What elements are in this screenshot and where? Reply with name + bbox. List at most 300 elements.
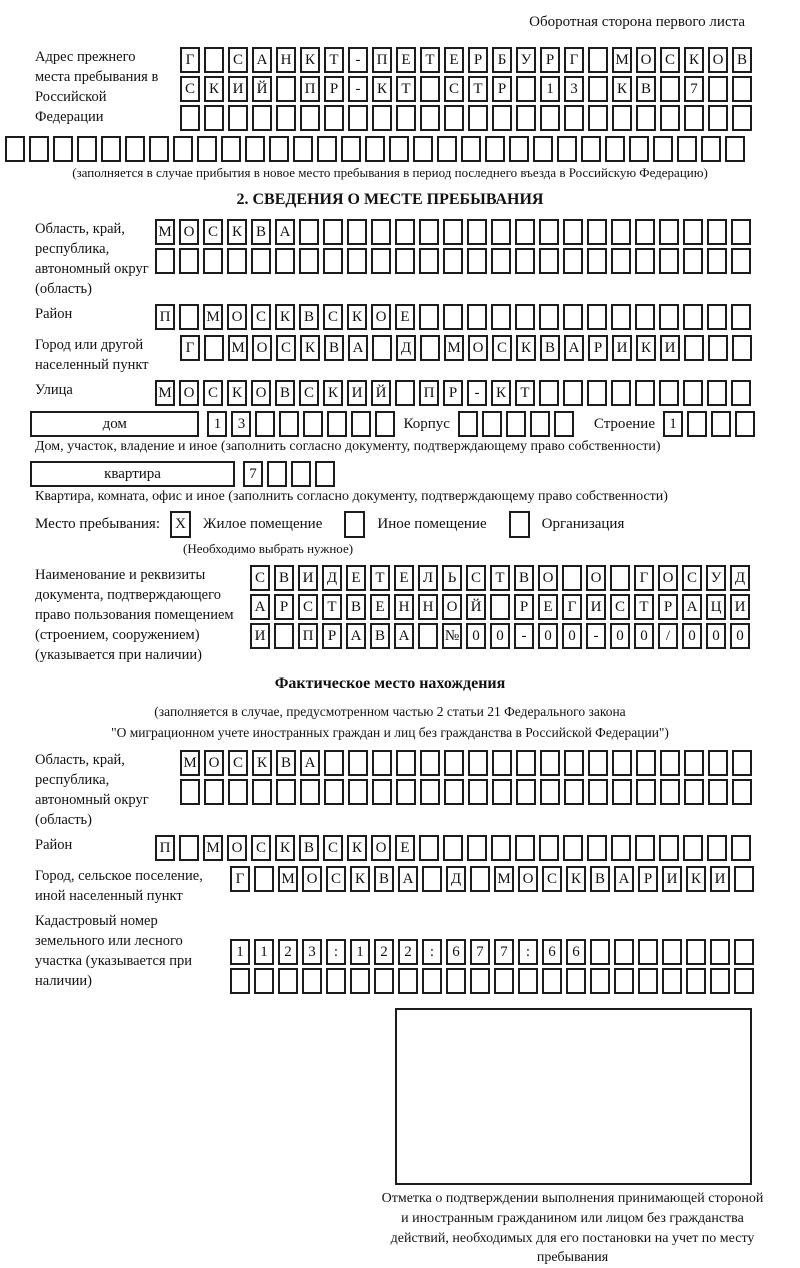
char-cell[interactable] — [251, 248, 271, 274]
char-cell[interactable] — [590, 968, 610, 994]
char-cell[interactable]: И — [612, 335, 632, 361]
char-cell[interactable]: Е — [394, 565, 414, 591]
char-cell[interactable]: Г — [230, 866, 250, 892]
char-cell[interactable] — [413, 136, 433, 162]
char-cell[interactable] — [732, 750, 752, 776]
char-cell[interactable] — [299, 248, 319, 274]
char-cell[interactable] — [395, 380, 415, 406]
char-cell[interactable]: - — [467, 380, 487, 406]
char-cell[interactable]: Ь — [442, 565, 462, 591]
char-cell[interactable]: Д — [322, 565, 342, 591]
char-cell[interactable] — [564, 105, 584, 131]
char-cell[interactable] — [516, 750, 536, 776]
char-cell[interactable] — [323, 248, 343, 274]
char-cell[interactable] — [443, 248, 463, 274]
char-cell[interactable] — [564, 750, 584, 776]
char-cell[interactable]: К — [684, 47, 704, 73]
char-cell[interactable]: 3 — [231, 411, 251, 437]
char-cell[interactable]: Т — [322, 594, 342, 620]
char-cell[interactable] — [179, 248, 199, 274]
char-cell[interactable]: М — [155, 219, 175, 245]
char-cell[interactable] — [734, 939, 754, 965]
char-cell[interactable]: Б — [492, 47, 512, 73]
char-cell[interactable]: О — [708, 47, 728, 73]
char-cell[interactable] — [731, 248, 751, 274]
char-cell[interactable] — [683, 248, 703, 274]
char-cell[interactable] — [204, 335, 224, 361]
char-cell[interactable] — [662, 968, 682, 994]
char-cell[interactable] — [443, 304, 463, 330]
char-cell[interactable]: В — [374, 866, 394, 892]
char-cell[interactable]: К — [227, 380, 247, 406]
char-cell[interactable]: Т — [490, 565, 510, 591]
char-cell[interactable] — [482, 411, 502, 437]
char-cell[interactable]: К — [516, 335, 536, 361]
char-cell[interactable] — [611, 835, 631, 861]
char-cell[interactable] — [563, 380, 583, 406]
char-cell[interactable] — [707, 304, 727, 330]
char-cell[interactable] — [269, 136, 289, 162]
char-cell[interactable] — [252, 779, 272, 805]
char-cell[interactable] — [638, 939, 658, 965]
char-cell[interactable] — [372, 750, 392, 776]
char-cell[interactable] — [491, 219, 511, 245]
char-cell[interactable] — [659, 219, 679, 245]
char-cell[interactable] — [155, 248, 175, 274]
char-cell[interactable] — [564, 779, 584, 805]
char-cell[interactable]: К — [612, 76, 632, 102]
char-cell[interactable] — [444, 750, 464, 776]
char-cell[interactable] — [443, 835, 463, 861]
char-cell[interactable] — [299, 219, 319, 245]
char-cell[interactable] — [491, 304, 511, 330]
char-cell[interactable] — [29, 136, 49, 162]
char-cell[interactable] — [638, 968, 658, 994]
char-cell[interactable]: К — [347, 304, 367, 330]
char-cell[interactable]: Т — [634, 594, 654, 620]
char-cell[interactable]: С — [444, 76, 464, 102]
char-cell[interactable]: 1 — [230, 939, 250, 965]
char-cell[interactable]: Т — [370, 565, 390, 591]
char-cell[interactable] — [254, 866, 274, 892]
char-cell[interactable]: О — [251, 380, 271, 406]
char-cell[interactable] — [420, 750, 440, 776]
char-cell[interactable]: Р — [514, 594, 534, 620]
char-cell[interactable] — [707, 380, 727, 406]
char-cell[interactable]: М — [180, 750, 200, 776]
char-cell[interactable] — [395, 219, 415, 245]
char-cell[interactable] — [683, 380, 703, 406]
char-cell[interactable]: Р — [492, 76, 512, 102]
char-cell[interactable] — [683, 835, 703, 861]
char-cell[interactable] — [230, 968, 250, 994]
char-cell[interactable] — [590, 939, 610, 965]
char-cell[interactable]: 0 — [730, 623, 750, 649]
char-cell[interactable] — [350, 968, 370, 994]
char-cell[interactable]: К — [372, 76, 392, 102]
char-cell[interactable] — [422, 866, 442, 892]
char-cell[interactable] — [588, 750, 608, 776]
char-cell[interactable] — [149, 136, 169, 162]
char-cell[interactable]: О — [302, 866, 322, 892]
char-cell[interactable]: А — [252, 47, 272, 73]
char-cell[interactable] — [509, 136, 529, 162]
char-cell[interactable]: С — [203, 380, 223, 406]
char-cell[interactable] — [375, 411, 395, 437]
char-cell[interactable] — [516, 76, 536, 102]
char-cell[interactable]: О — [371, 835, 391, 861]
char-cell[interactable]: / — [658, 623, 678, 649]
char-cell[interactable] — [348, 750, 368, 776]
char-cell[interactable]: С — [251, 835, 271, 861]
char-cell[interactable]: Р — [658, 594, 678, 620]
char-cell[interactable] — [254, 968, 274, 994]
char-cell[interactable] — [732, 335, 752, 361]
char-cell[interactable] — [612, 779, 632, 805]
char-cell[interactable] — [372, 779, 392, 805]
char-cell[interactable] — [419, 304, 439, 330]
char-cell[interactable]: Н — [394, 594, 414, 620]
char-cell[interactable] — [659, 380, 679, 406]
char-cell[interactable] — [444, 779, 464, 805]
char-cell[interactable]: С — [276, 335, 296, 361]
char-cell[interactable] — [372, 335, 392, 361]
char-cell[interactable]: М — [155, 380, 175, 406]
char-cell[interactable]: 2 — [398, 939, 418, 965]
char-cell[interactable]: К — [347, 835, 367, 861]
char-cell[interactable]: О — [252, 335, 272, 361]
char-cell[interactable]: С — [610, 594, 630, 620]
char-cell[interactable]: 0 — [706, 623, 726, 649]
char-cell[interactable] — [581, 136, 601, 162]
char-cell[interactable]: А — [348, 335, 368, 361]
char-cell[interactable] — [588, 105, 608, 131]
char-cell[interactable] — [614, 939, 634, 965]
char-cell[interactable] — [419, 219, 439, 245]
char-cell[interactable]: С — [492, 335, 512, 361]
char-cell[interactable] — [276, 105, 296, 131]
char-cell[interactable] — [612, 105, 632, 131]
char-cell[interactable] — [540, 750, 560, 776]
char-cell[interactable] — [588, 779, 608, 805]
char-cell[interactable] — [540, 105, 560, 131]
char-cell[interactable]: 0 — [610, 623, 630, 649]
char-cell[interactable]: У — [706, 565, 726, 591]
char-cell[interactable] — [635, 248, 655, 274]
char-cell[interactable] — [468, 750, 488, 776]
char-cell[interactable]: Е — [538, 594, 558, 620]
char-cell[interactable]: В — [276, 750, 296, 776]
char-cell[interactable] — [446, 968, 466, 994]
char-cell[interactable] — [636, 750, 656, 776]
char-cell[interactable] — [614, 968, 634, 994]
char-cell[interactable] — [660, 105, 680, 131]
char-cell[interactable] — [587, 380, 607, 406]
char-cell[interactable] — [470, 968, 490, 994]
char-cell[interactable] — [539, 304, 559, 330]
char-cell[interactable] — [492, 779, 512, 805]
char-cell[interactable] — [659, 304, 679, 330]
char-cell[interactable]: 0 — [634, 623, 654, 649]
char-cell[interactable] — [708, 105, 728, 131]
char-cell[interactable]: В — [514, 565, 534, 591]
char-cell[interactable] — [636, 779, 656, 805]
char-cell[interactable]: 6 — [542, 939, 562, 965]
char-cell[interactable] — [684, 750, 704, 776]
char-cell[interactable]: А — [614, 866, 634, 892]
char-cell[interactable]: И — [298, 565, 318, 591]
char-cell[interactable]: Д — [446, 866, 466, 892]
char-cell[interactable]: К — [636, 335, 656, 361]
char-cell[interactable] — [255, 411, 275, 437]
char-cell[interactable]: М — [494, 866, 514, 892]
char-cell[interactable] — [348, 105, 368, 131]
char-cell[interactable] — [371, 248, 391, 274]
char-cell[interactable] — [610, 565, 630, 591]
char-cell[interactable]: Н — [276, 47, 296, 73]
char-cell[interactable] — [125, 136, 145, 162]
char-cell[interactable]: Р — [588, 335, 608, 361]
char-cell[interactable]: К — [275, 835, 295, 861]
char-cell[interactable] — [351, 411, 371, 437]
char-cell[interactable] — [197, 136, 217, 162]
char-cell[interactable]: К — [252, 750, 272, 776]
char-cell[interactable]: И — [730, 594, 750, 620]
char-cell[interactable] — [659, 248, 679, 274]
char-cell[interactable] — [324, 779, 344, 805]
char-cell[interactable] — [731, 304, 751, 330]
char-cell[interactable]: - — [586, 623, 606, 649]
char-cell[interactable]: И — [660, 335, 680, 361]
char-cell[interactable] — [372, 105, 392, 131]
char-cell[interactable]: 3 — [564, 76, 584, 102]
char-cell[interactable]: П — [155, 304, 175, 330]
char-cell[interactable]: Р — [540, 47, 560, 73]
char-cell[interactable] — [710, 968, 730, 994]
char-cell[interactable] — [708, 779, 728, 805]
char-cell[interactable] — [444, 105, 464, 131]
char-cell[interactable] — [684, 335, 704, 361]
char-cell[interactable]: 7 — [684, 76, 704, 102]
char-cell[interactable] — [539, 219, 559, 245]
char-cell[interactable]: И — [347, 380, 367, 406]
char-cell[interactable] — [228, 779, 248, 805]
char-cell[interactable] — [611, 304, 631, 330]
char-cell[interactable]: : — [326, 939, 346, 965]
char-cell[interactable]: Р — [322, 623, 342, 649]
char-cell[interactable] — [611, 219, 631, 245]
char-cell[interactable]: Т — [515, 380, 535, 406]
char-cell[interactable] — [437, 136, 457, 162]
char-cell[interactable] — [494, 968, 514, 994]
char-cell[interactable]: С — [299, 380, 319, 406]
char-cell[interactable] — [180, 779, 200, 805]
char-cell[interactable] — [418, 623, 438, 649]
char-cell[interactable] — [365, 136, 385, 162]
char-cell[interactable] — [684, 105, 704, 131]
char-cell[interactable] — [53, 136, 73, 162]
char-cell[interactable] — [635, 380, 655, 406]
char-cell[interactable]: П — [419, 380, 439, 406]
char-cell[interactable] — [660, 779, 680, 805]
char-cell[interactable] — [533, 136, 553, 162]
char-cell[interactable]: В — [324, 335, 344, 361]
char-cell[interactable]: В — [590, 866, 610, 892]
char-cell[interactable] — [276, 76, 296, 102]
char-cell[interactable] — [635, 219, 655, 245]
char-cell[interactable]: В — [732, 47, 752, 73]
char-cell[interactable] — [245, 136, 265, 162]
checkbox-residential[interactable]: X — [170, 511, 191, 538]
char-cell[interactable]: К — [323, 380, 343, 406]
char-cell[interactable]: - — [514, 623, 534, 649]
char-cell[interactable] — [587, 248, 607, 274]
char-cell[interactable]: А — [346, 623, 366, 649]
char-cell[interactable] — [708, 335, 728, 361]
char-cell[interactable] — [324, 750, 344, 776]
char-cell[interactable]: И — [710, 866, 730, 892]
char-cell[interactable] — [612, 750, 632, 776]
char-cell[interactable]: Й — [252, 76, 272, 102]
char-cell[interactable] — [315, 461, 335, 487]
char-cell[interactable] — [293, 136, 313, 162]
char-cell[interactable] — [204, 105, 224, 131]
char-cell[interactable]: № — [442, 623, 462, 649]
char-cell[interactable]: К — [566, 866, 586, 892]
char-cell[interactable] — [492, 750, 512, 776]
char-cell[interactable]: С — [228, 750, 248, 776]
char-cell[interactable] — [180, 105, 200, 131]
char-cell[interactable] — [422, 968, 442, 994]
char-cell[interactable] — [204, 779, 224, 805]
char-cell[interactable] — [179, 304, 199, 330]
char-cell[interactable]: Ц — [706, 594, 726, 620]
char-cell[interactable] — [566, 968, 586, 994]
char-cell[interactable] — [101, 136, 121, 162]
char-cell[interactable]: - — [348, 47, 368, 73]
char-cell[interactable] — [636, 105, 656, 131]
char-cell[interactable] — [515, 835, 535, 861]
char-cell[interactable]: С — [203, 219, 223, 245]
char-cell[interactable]: А — [300, 750, 320, 776]
char-cell[interactable]: Е — [370, 594, 390, 620]
char-cell[interactable] — [396, 750, 416, 776]
char-cell[interactable]: О — [518, 866, 538, 892]
char-cell[interactable]: С — [542, 866, 562, 892]
char-cell[interactable] — [515, 304, 535, 330]
char-cell[interactable]: С — [323, 835, 343, 861]
char-cell[interactable] — [221, 136, 241, 162]
char-cell[interactable] — [683, 304, 703, 330]
char-cell[interactable]: В — [299, 835, 319, 861]
char-cell[interactable] — [398, 968, 418, 994]
char-cell[interactable]: : — [518, 939, 538, 965]
char-cell[interactable] — [530, 411, 550, 437]
char-cell[interactable] — [303, 411, 323, 437]
char-cell[interactable] — [683, 219, 703, 245]
char-cell[interactable]: С — [466, 565, 486, 591]
char-cell[interactable]: О — [538, 565, 558, 591]
char-cell[interactable]: Г — [564, 47, 584, 73]
char-cell[interactable] — [461, 136, 481, 162]
char-cell[interactable] — [660, 750, 680, 776]
char-cell[interactable] — [707, 219, 727, 245]
char-cell[interactable] — [468, 105, 488, 131]
char-cell[interactable]: 2 — [374, 939, 394, 965]
char-cell[interactable] — [684, 779, 704, 805]
char-cell[interactable] — [274, 623, 294, 649]
char-cell[interactable] — [515, 248, 535, 274]
char-cell[interactable] — [204, 47, 224, 73]
char-cell[interactable]: В — [275, 380, 295, 406]
char-cell[interactable] — [734, 866, 754, 892]
char-cell[interactable]: 0 — [682, 623, 702, 649]
char-cell[interactable]: 6 — [566, 939, 586, 965]
char-cell[interactable] — [420, 779, 440, 805]
char-cell[interactable] — [300, 105, 320, 131]
char-cell[interactable] — [275, 248, 295, 274]
char-cell[interactable] — [516, 779, 536, 805]
char-cell[interactable] — [276, 779, 296, 805]
char-cell[interactable] — [708, 76, 728, 102]
char-cell[interactable] — [515, 219, 535, 245]
char-cell[interactable]: Г — [180, 47, 200, 73]
char-cell[interactable]: В — [251, 219, 271, 245]
char-cell[interactable] — [317, 136, 337, 162]
char-cell[interactable] — [458, 411, 478, 437]
char-cell[interactable] — [267, 461, 287, 487]
char-cell[interactable]: Е — [396, 47, 416, 73]
char-cell[interactable] — [467, 835, 487, 861]
char-cell[interactable]: О — [227, 835, 247, 861]
char-cell[interactable]: Т — [324, 47, 344, 73]
char-cell[interactable]: К — [350, 866, 370, 892]
char-cell[interactable] — [707, 248, 727, 274]
char-cell[interactable] — [686, 939, 706, 965]
char-cell[interactable] — [554, 411, 574, 437]
char-cell[interactable]: 1 — [663, 411, 683, 437]
char-cell[interactable] — [660, 76, 680, 102]
char-cell[interactable]: 1 — [207, 411, 227, 437]
char-cell[interactable]: О — [636, 47, 656, 73]
char-cell[interactable] — [5, 136, 25, 162]
char-cell[interactable]: С — [660, 47, 680, 73]
char-cell[interactable]: С — [180, 76, 200, 102]
char-cell[interactable] — [300, 779, 320, 805]
char-cell[interactable]: В — [299, 304, 319, 330]
char-cell[interactable] — [659, 835, 679, 861]
char-cell[interactable]: Р — [468, 47, 488, 73]
char-cell[interactable]: Т — [468, 76, 488, 102]
char-cell[interactable]: 1 — [254, 939, 274, 965]
char-cell[interactable]: : — [422, 939, 442, 965]
char-cell[interactable]: К — [275, 304, 295, 330]
char-cell[interactable] — [492, 105, 512, 131]
checkbox-other-premises[interactable] — [344, 511, 365, 538]
char-cell[interactable] — [77, 136, 97, 162]
char-cell[interactable] — [467, 304, 487, 330]
char-cell[interactable]: Е — [395, 304, 415, 330]
char-cell[interactable] — [611, 380, 631, 406]
char-cell[interactable]: В — [346, 594, 366, 620]
char-cell[interactable] — [686, 968, 706, 994]
char-cell[interactable] — [420, 335, 440, 361]
char-cell[interactable]: А — [394, 623, 414, 649]
char-cell[interactable]: Е — [395, 835, 415, 861]
char-cell[interactable]: О — [179, 380, 199, 406]
char-cell[interactable] — [732, 76, 752, 102]
char-cell[interactable] — [279, 411, 299, 437]
